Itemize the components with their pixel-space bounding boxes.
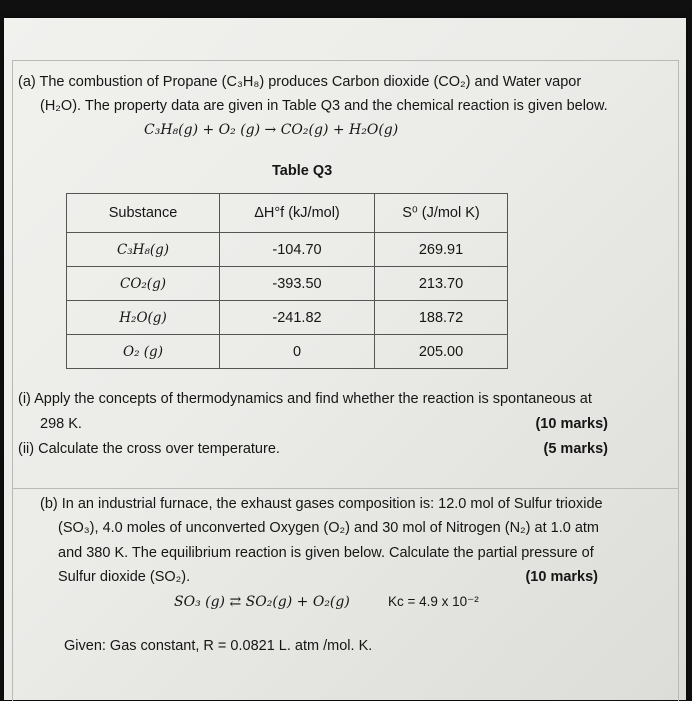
table-header-cell: S⁰ (J/mol K) xyxy=(375,194,508,233)
table-cell-substance: O₂ (g) xyxy=(67,335,220,369)
table-row xyxy=(67,335,508,369)
question-i-line-1: (i) Apply the concepts of thermodynamics and find whether the reaction is spontaneous at xyxy=(18,391,592,407)
part-b-text-line-4: Sulfur dioxide (SO₂). xyxy=(58,569,191,585)
table-cell-enthalpy: -393.50 xyxy=(220,267,375,301)
table-cell-enthalpy: 0 xyxy=(220,335,375,369)
table-header-cell: Substance xyxy=(67,194,220,233)
equilibrium-constant: Kc = 4.9 x 10⁻² xyxy=(388,594,479,609)
part-a-text-line-1: (a) The combustion of Propane (C₃H₈) produces Carbon dioxide (CO₂) and Water vapor xyxy=(18,74,582,90)
part-b-marks: (10 marks) xyxy=(525,569,598,585)
part-a-equation: C₃H₈(g) + O₂ (g) → CO₂(g) + H₂O(g) xyxy=(144,122,399,138)
table-cell-entropy: 269.91 xyxy=(375,233,508,267)
part-b-text-line-2: (SO₃), 4.0 moles of unconverted Oxygen (O₂) and 30 mol of Nitrogen (N₂) at 1.0 atm xyxy=(58,520,600,536)
question-i-line-2: 298 K. xyxy=(40,416,82,432)
table-header-row xyxy=(67,194,508,233)
part-b-equation: SO₃ (g) ⇄ SO₂(g) + O₂(g) xyxy=(174,594,350,610)
question-sheet xyxy=(4,18,686,700)
table-row xyxy=(67,233,508,267)
question-i-marks: (10 marks) xyxy=(535,416,608,432)
table-header-cell: ΔH°f (kJ/mol) xyxy=(220,194,375,233)
table-title: Table Q3 xyxy=(272,163,333,179)
part-b-text-line-3: and 380 K. The equilibrium reaction is given below. Calculate the partial pressure of xyxy=(58,545,594,561)
table-cell-substance: H₂O(g) xyxy=(67,301,220,335)
question-ii-marks: (5 marks) xyxy=(543,441,608,457)
table-cell-enthalpy: -104.70 xyxy=(220,233,375,267)
table-cell-entropy: 188.72 xyxy=(375,301,508,335)
table-row xyxy=(67,267,508,301)
table-cell-enthalpy: -241.82 xyxy=(220,301,375,335)
table-cell-substance: CO₂(g) xyxy=(67,267,220,301)
table-row xyxy=(67,301,508,335)
table-cell-entropy: 205.00 xyxy=(375,335,508,369)
table-cell-entropy: 213.70 xyxy=(375,267,508,301)
table-cell-substance: C₃H₈(g) xyxy=(67,233,220,267)
part-b-text-line-1: (b) In an industrial furnace, the exhaust gases composition is: 12.0 mol of Sulfur trioxide xyxy=(40,496,603,512)
property-table xyxy=(66,193,508,369)
part-a-text-line-2: (H₂O). The property data are given in Table Q3 and the chemical reaction is given below. xyxy=(40,98,608,114)
question-ii: (ii) Calculate the cross over temperature. xyxy=(18,441,280,457)
given-gas-constant: Given: Gas constant, R = 0.0821 L. atm /mol. K. xyxy=(64,638,373,654)
